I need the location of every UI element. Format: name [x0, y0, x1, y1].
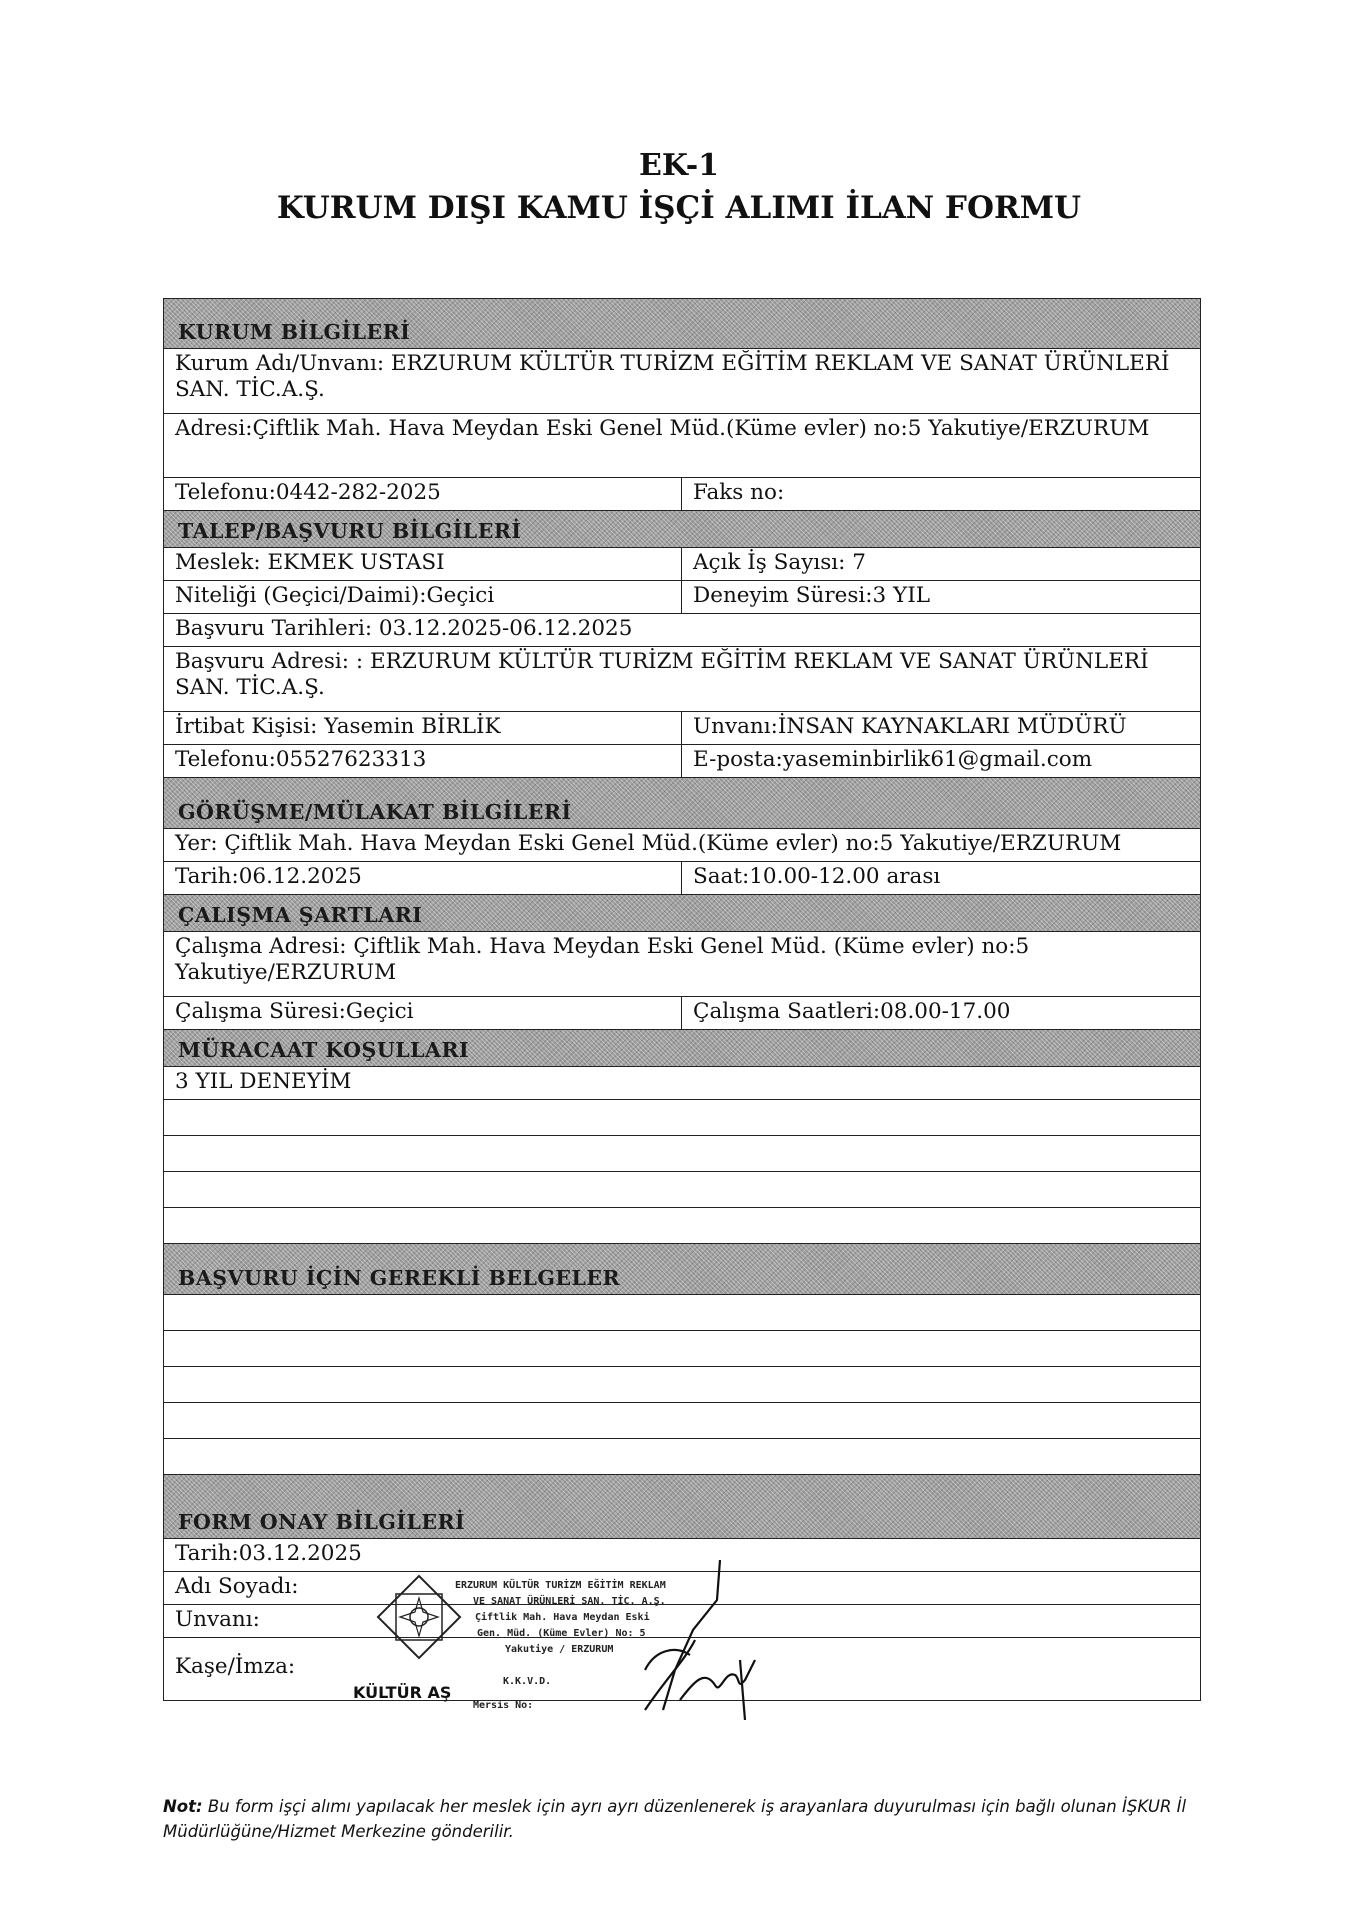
meslek: Meslek: EKMEK USTASI — [164, 548, 682, 580]
irtibat-unvani: Unvanı:İNSAN KAYNAKLARI MÜDÜRÜ — [693, 714, 1127, 739]
empty-row — [163, 1403, 1201, 1439]
basvuru-adresi: Başvuru Adresi: : ERZURUM KÜLTÜR TURİZM EĞİTİM REKLAM VE SANAT ÜRÜNLERİ SAN. TİC.A.Ş. — [175, 649, 1149, 700]
stamp-line-4: Gen. Müd. (Küme Evler) No: 5 — [477, 1628, 646, 1639]
mulakat-yeri: Yer: Çiftlik Mah. Hava Meydan Eski Genel Müd.(Küme evler) no:5 Yakutiye/ERZURUM — [175, 831, 1122, 856]
onay-tarihi: Tarih:03.12.2025 — [175, 1541, 362, 1566]
kultur-logo-icon — [378, 1576, 460, 1658]
empty-row — [163, 1439, 1201, 1475]
empty-row — [163, 1331, 1201, 1367]
mulakat-tarihi: Tarih:06.12.2025 — [164, 862, 682, 894]
empty-row — [163, 1172, 1201, 1208]
section-header-gorusme: GÖRÜŞME/MÜLAKAT BİLGİLERİ — [163, 778, 1201, 829]
section-header-muracaat: MÜRACAAT KOŞULLARI — [163, 1030, 1201, 1067]
form-code-title: EK-1 — [638, 148, 720, 183]
form-title: KURUM DIŞI KAMU İŞÇİ ALIMI İLAN FORMU — [276, 190, 1082, 226]
stamp-line-5: Yakutiye / ERZURUM — [505, 1644, 614, 1655]
kurum-adresi: Adresi:Çiftlik Mah. Hava Meydan Eski Genel Müd.(Küme evler) no:5 Yakutiye/ERZURUM — [175, 416, 1150, 441]
section-header-calisma: ÇALIŞMA ŞARTLARI — [163, 895, 1201, 932]
kurum-telefon: Telefonu:0442-282-2025 — [164, 478, 682, 510]
acik-is-sayisi: Açık İş Sayısı: 7 — [693, 550, 866, 575]
empty-row — [163, 1208, 1201, 1244]
calisma-saatleri: Çalışma Saatleri:08.00-17.00 — [693, 999, 1011, 1024]
muracaat-kosulu: 3 YIL DENEYİM — [175, 1069, 352, 1094]
stamp-line-6: K.K.V.D. — [503, 1676, 552, 1687]
onay-unvani: Unvanı: — [175, 1607, 260, 1632]
basvuru-tarihleri: Başvuru Tarihleri: 03.12.2025-06.12.2025 — [175, 616, 633, 641]
section-header-belgeler: BAŞVURU İÇİN GEREKLİ BELGELER — [163, 1244, 1201, 1295]
irtibat-kisisi: İrtibat Kişisi: Yasemin BİRLİK — [164, 712, 682, 744]
stamp-logo-text: KÜLTÜR AŞ — [353, 1683, 452, 1702]
deneyim-suresi: Deneyim Süresi:3 YIL — [693, 583, 930, 608]
niteligi: Niteliği (Geçici/Daimi):Geçici — [164, 581, 682, 613]
mulakat-saati: Saat:10.00-12.00 arası — [693, 864, 941, 889]
calisma-suresi: Çalışma Süresi:Geçici — [164, 997, 682, 1029]
stamp-line-2: VE SANAT ÜRÜNLERİ SAN. TİC. A.Ş. — [473, 1596, 666, 1607]
stamp-line-7: Mersis No: — [473, 1700, 534, 1711]
empty-row — [163, 1100, 1201, 1136]
calisma-adresi: Çalışma Adresi: Çiftlik Mah. Hava Meydan Eski Genel Müd. (Küme evler) no:5 Yakutiye/ERZURUM — [175, 934, 1030, 985]
kurum-faks: Faks no: — [693, 480, 785, 505]
empty-row — [163, 1295, 1201, 1331]
stamp-line-3: Çiftlik Mah. Hava Meydan Eski — [475, 1612, 650, 1623]
company-stamp — [345, 1560, 775, 1720]
application-form — [163, 298, 1201, 1701]
onay-kase-imza: Kaşe/İmza: — [175, 1654, 296, 1679]
kurum-adi: Kurum Adı/Unvanı: ERZURUM KÜLTÜR TURİZM EĞİTİM REKLAM VE SANAT ÜRÜNLERİ SAN. TİC.A.Ş. — [175, 351, 1170, 402]
irtibat-eposta: E-posta:yaseminbirlik61@gmail.com — [693, 747, 1093, 772]
empty-row — [163, 1136, 1201, 1172]
onay-adi-soyadi: Adı Soyadı: — [175, 1574, 299, 1599]
section-header-onay: FORM ONAY BİLGİLERİ — [163, 1475, 1201, 1539]
empty-row — [163, 1367, 1201, 1403]
irtibat-telefon: Telefonu:05527623313 — [164, 745, 682, 777]
section-header-kurum: KURUM BİLGİLERİ — [163, 298, 1201, 349]
footnote: Not: Bu form işçi alımı yapılacak her meslek için ayrı ayrı düzenlenerek iş arayanlara duyurulması için bağlı olunan İŞKUR İl Müdürlüğüne/Hizmet Merkezine gönderilir. — [163, 1797, 1187, 1841]
section-header-talep: TALEP/BAŞVURU BİLGİLERİ — [163, 511, 1201, 548]
stamp-line-1: ERZURUM KÜLTÜR TURİZM EĞİTİM REKLAM — [455, 1580, 666, 1591]
